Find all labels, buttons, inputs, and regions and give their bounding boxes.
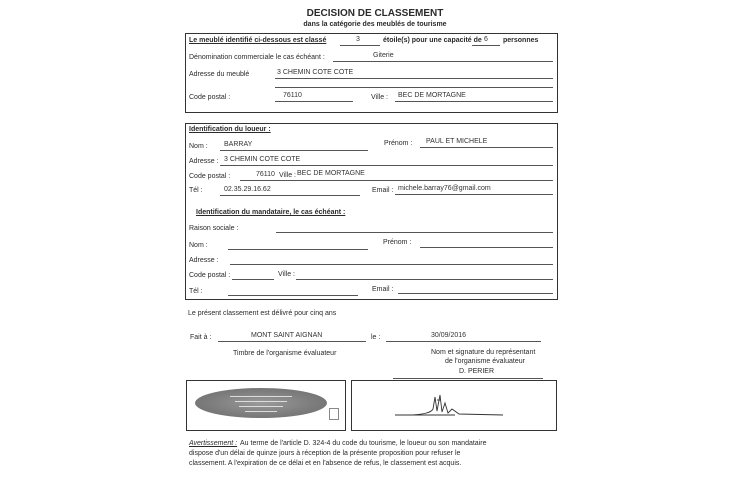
loueur-prenom-line	[420, 147, 553, 148]
meuble-intro: Le meublé identifié ci-dessous est classé	[189, 37, 327, 44]
classement-duration: Le présent classement est délivré pour cinq ans	[188, 310, 337, 317]
signature-label-1: Nom et signature du représentant	[431, 349, 536, 356]
page-subtitle: dans la catégorie des meublés de tourisme	[303, 21, 447, 28]
meuble-adresse-label: Adresse du meublé	[189, 71, 250, 78]
mandataire-raison-line	[276, 232, 553, 233]
mandataire-prenom-line	[420, 247, 553, 248]
mandataire-email-label: Email :	[372, 286, 394, 293]
signer-line	[393, 378, 543, 379]
mandataire-email-line	[398, 293, 553, 294]
loueur-prenom-value: PAUL ET MICHELE	[426, 138, 488, 145]
mandataire-tel-line	[228, 295, 358, 296]
signer-name: D. PERIER	[459, 368, 495, 375]
fait-line	[218, 341, 366, 342]
loueur-adresse-label: Adresse :	[189, 158, 219, 165]
date-line	[386, 341, 541, 342]
loueur-heading: Identification du loueur :	[189, 126, 271, 133]
mandataire-adresse-label: Adresse :	[189, 257, 219, 264]
stamp-mark-icon	[329, 408, 339, 420]
denomination-value: Giterie	[373, 52, 394, 59]
loueur-tel-value: 02.35.29.16.62	[224, 186, 271, 193]
mandataire-ville-label: Ville :	[278, 271, 295, 278]
warning-line-3: classement. A l'expiration de ce délai et en l'absence de refus, le classement est acquis.	[189, 460, 462, 467]
page-title: DECISION DE CLASSEMENT	[306, 8, 444, 19]
meuble-ville-line	[395, 101, 553, 102]
warning-title: Avertissement :	[189, 440, 238, 447]
loueur-email-value: michele.barray76@gmail.com	[398, 185, 491, 192]
organisme-stamp-icon	[195, 388, 327, 418]
loueur-nom-label: Nom :	[189, 143, 208, 150]
stars-underline	[340, 45, 380, 46]
loueur-ville-label: Ville :	[279, 172, 296, 179]
meuble-cp-line	[275, 101, 353, 102]
mandataire-heading: Identification du mandataire, le cas échéant :	[196, 209, 346, 216]
stars-value: 3	[356, 36, 360, 43]
meuble-cp-label: Code postal :	[189, 94, 231, 101]
mandataire-ville-line	[296, 279, 553, 280]
mandataire-nom-label: Nom :	[189, 242, 208, 249]
mandataire-tel-label: Tél :	[189, 288, 203, 295]
mandataire-nom-line	[228, 249, 368, 250]
loueur-prenom-label: Prénom :	[384, 140, 413, 147]
loueur-cp-label: Code postal :	[189, 173, 231, 180]
meuble-adresse-line-2	[275, 87, 553, 88]
fait-value: MONT SAINT AIGNAN	[251, 332, 323, 339]
mandataire-cp-line	[232, 279, 274, 280]
meuble-ville-label: Ville :	[371, 94, 388, 101]
warning-line-1: Au terme de l'article D. 324-4 du code du tourisme, le loueur ou son mandataire	[240, 440, 487, 447]
loueur-email-label: Email :	[372, 187, 394, 194]
denomination-label: Dénomination commerciale le cas échéant :	[189, 54, 325, 61]
fait-label: Fait à :	[190, 334, 212, 341]
meuble-adresse-value: 3 CHEMIN COTE COTE	[277, 69, 354, 76]
denomination-line	[333, 61, 553, 62]
meuble-cp-value: 76110	[283, 92, 302, 99]
meuble-adresse-line	[275, 78, 553, 79]
timbre-label: Timbre de l'organisme évaluateur	[233, 350, 337, 357]
signature-icon	[393, 391, 513, 421]
loueur-ville-value: BEC DE MORTAGNE	[297, 170, 365, 177]
date-value: 30/09/2016	[431, 332, 467, 339]
loueur-cp-value: 76110	[256, 171, 275, 178]
mandataire-prenom-label: Prénom :	[383, 239, 412, 246]
loueur-nom-line	[220, 150, 368, 151]
meuble-ville-value: BEC DE MORTAGNE	[398, 92, 466, 99]
loueur-adresse-line	[220, 165, 553, 166]
loueur-nom-value: BARRAY	[224, 141, 253, 148]
mandataire-cp-label: Code postal :	[189, 272, 231, 279]
mandataire-adresse-line	[230, 264, 553, 265]
loueur-cp-ville-line	[240, 180, 553, 181]
stars-label: étoile(s) pour une capacité de	[383, 37, 482, 44]
loueur-tel-line	[220, 195, 360, 196]
loueur-tel-label: Tél :	[189, 187, 203, 194]
capacity-label: personnes	[503, 37, 539, 44]
warning-line-2: dispose d'un délai de quinze jours à réception de la présente proposition pour refuser le	[189, 450, 461, 457]
le-label: le :	[371, 334, 381, 341]
capacity-underline	[472, 45, 500, 46]
mandataire-raison-label: Raison sociale :	[189, 225, 239, 232]
capacity-value: 6	[484, 36, 488, 43]
loueur-email-line	[395, 194, 553, 195]
loueur-adresse-value: 3 CHEMIN COTE COTE	[224, 156, 301, 163]
signature-label-2: de l'organisme évaluateur	[445, 358, 525, 365]
